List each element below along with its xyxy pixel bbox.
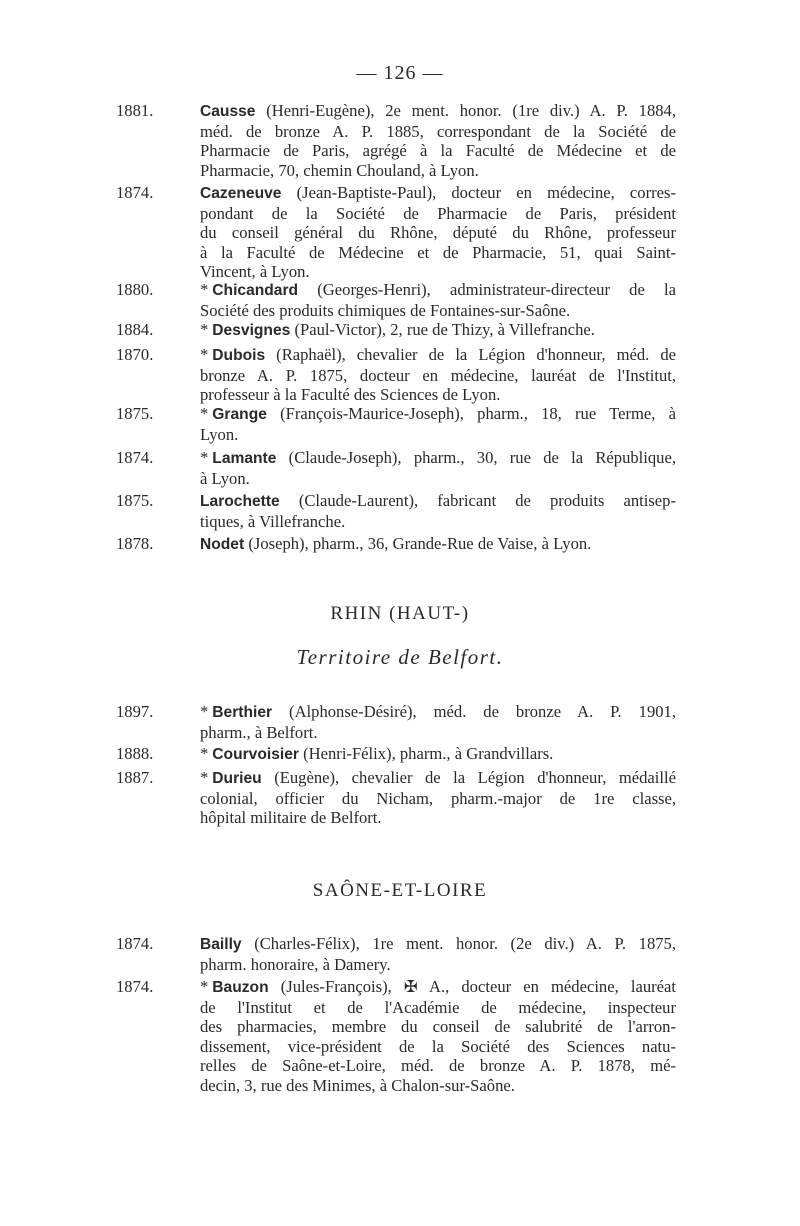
entry-text	[200, 404, 676, 444]
asterisk-mark: *	[200, 280, 209, 299]
entry	[116, 101, 676, 180]
entry-line: pondant de la Société de Pharmacie de Paris, président	[200, 203, 676, 223]
section-title: RHIN (HAUT-)	[330, 603, 470, 624]
entry-text	[200, 320, 676, 341]
entry-year: 1878.	[116, 534, 154, 553]
entry-line: (Raphaël), chevalier de la Légion d'honneur, méd. de	[265, 345, 676, 364]
entry-name: Courvoisier	[212, 746, 299, 763]
entry-year: 1874.	[116, 183, 154, 202]
entry-line: (François-Maurice-Joseph), pharm., 18, rue Terme, à	[266, 404, 676, 423]
entry-text	[200, 448, 676, 488]
entry-text	[200, 280, 676, 320]
entry-line: à la Faculté de Médecine et de Pharmacie, 51, quai Saint-	[200, 242, 676, 262]
entry-name: Grange	[212, 406, 267, 423]
asterisk-mark: *	[200, 744, 209, 763]
entry-year: 1897.	[116, 702, 154, 721]
entry-line: (Eugène), chevalier de la Légion d'honneur, médaillé	[261, 768, 676, 787]
entry-line: pharm. honoraire, à Damery.	[200, 954, 391, 974]
entry-name: Lamante	[212, 450, 277, 467]
entry-line: (Charles-Félix), 1re ment. honor. (2e div.) A. P. 1875,	[241, 934, 676, 953]
asterisk-mark: *	[200, 977, 209, 996]
entry-name: Desvignes	[212, 322, 291, 339]
asterisk-mark: *	[200, 345, 209, 364]
asterisk-mark: *	[200, 404, 209, 423]
entry-year: 1881.	[116, 101, 154, 120]
asterisk-mark: *	[200, 702, 209, 721]
entry-line: decin, 3, rue des Minimes, à Chalon-sur-Saône.	[200, 1075, 515, 1095]
entry-line: hôpital militaire de Belfort.	[200, 808, 382, 828]
entry-line: (Claude-Joseph), pharm., 30, rue de la République,	[276, 448, 676, 467]
entry-text	[200, 491, 676, 531]
entry-name: Bauzon	[212, 979, 269, 996]
section-title: SAÔNE-ET-LOIRE	[312, 880, 488, 901]
asterisk-mark: *	[200, 320, 209, 339]
section-subtitle: Territoire de Belfort.	[296, 645, 504, 669]
entry-line: dissement, vice-président de la Société des Sciences natu-	[200, 1036, 676, 1056]
asterisk-mark: *	[200, 768, 209, 787]
entry	[116, 320, 676, 341]
entry	[116, 934, 676, 974]
entry-line: bronze A. P. 1875, docteur en médecine, lauréat de l'Institut,	[200, 365, 676, 385]
entry-line: méd. de bronze A. P. 1885, correspondant de la Société de	[200, 121, 676, 141]
entry-line: du conseil général du Rhône, député du Rhône, professeur	[200, 223, 676, 243]
entry	[116, 448, 676, 488]
asterisk-mark: *	[200, 448, 209, 467]
entry-text	[200, 345, 676, 405]
entry-name: Dubois	[212, 347, 266, 364]
entry-year: 1870.	[116, 345, 154, 364]
entry-line: (Claude-Laurent), fabricant de produits antisep-	[279, 491, 676, 510]
entry-name: Durieu	[212, 770, 262, 787]
entry-line: Pharmacie de Paris, agrégé à la Faculté de Médecine et de	[200, 141, 676, 161]
entry-line: (Henri-Félix), pharm., à Grandvillars.	[298, 744, 554, 763]
entry	[116, 183, 676, 282]
entry-line: de l'Institut et de l'Académie de médecine, inspecteur	[200, 997, 676, 1017]
entry	[116, 345, 676, 405]
entry-year: 1874.	[116, 977, 154, 996]
entry-line: (Jean-Baptiste-Paul), docteur en médecine, corres-	[281, 183, 676, 202]
entry-line: à Lyon.	[200, 468, 250, 488]
entry-text	[200, 101, 676, 180]
entry	[116, 977, 676, 1096]
entry-line: Pharmacie, 70, chemin Chouland, à Lyon.	[200, 160, 479, 180]
entry-line: tiques, à Villefranche.	[200, 511, 346, 531]
entry-year: 1880.	[116, 280, 154, 299]
entry-year: 1874.	[116, 448, 154, 467]
entry-line: (Alphonse-Désiré), méd. de bronze A. P. 1901,	[272, 702, 676, 721]
entry-name: Cazeneuve	[200, 185, 282, 202]
entry	[116, 768, 676, 828]
entry-line: (Joseph), pharm., 36, Grande-Rue de Vaise, à Lyon.	[244, 534, 592, 553]
entry-text	[200, 934, 676, 974]
entry-text	[200, 183, 676, 282]
entry-text	[200, 977, 676, 1096]
entry-name: Bailly	[200, 936, 242, 953]
entry-text	[200, 768, 676, 828]
entry-line: pharm., à Belfort.	[200, 722, 318, 742]
entry-line: (Jules-François), ✠ A., docteur en médecine, lauréat	[268, 977, 676, 996]
entry-year: 1888.	[116, 744, 154, 763]
entry-year: 1875.	[116, 404, 154, 423]
entry-line: des pharmacies, membre du conseil de salubrité de l'arron-	[200, 1017, 676, 1037]
entry	[116, 534, 676, 555]
entry-year: 1887.	[116, 768, 154, 787]
entry-text	[200, 534, 676, 555]
entry-line: (Paul-Victor), 2, rue de Thizy, à Villefranche.	[290, 320, 595, 339]
entry-line: professeur à la Faculté des Sciences de Lyon.	[200, 385, 501, 405]
entry	[116, 702, 676, 742]
entry-line: Société des produits chimiques de Fontaines-sur-Saône.	[200, 300, 571, 320]
entry-name: Larochette	[200, 493, 280, 510]
entry-text	[200, 744, 676, 765]
entry-name: Nodet	[200, 536, 245, 553]
entry-name: Chicandard	[212, 282, 299, 299]
entry	[116, 404, 676, 444]
entry-line: relles de Saône-et-Loire, méd. de bronze A. P. 1878, mé-	[200, 1056, 676, 1076]
entry-name: Berthier	[212, 704, 273, 721]
entry-line: colonial, officier du Nicham, pharm.-major de 1re classe,	[200, 788, 676, 808]
entry	[116, 280, 676, 320]
entry-name: Causse	[200, 103, 256, 120]
entry-text	[200, 702, 676, 742]
entry-year: 1875.	[116, 491, 154, 510]
entry-year: 1884.	[116, 320, 154, 339]
entry	[116, 744, 676, 765]
entry-line: (Georges-Henri), administrateur-directeur de la	[298, 280, 676, 299]
entry-line: Vincent, à Lyon.	[200, 262, 310, 282]
entry-line: (Henri-Eugène), 2e ment. honor. (1re div.) A. P. 1884,	[255, 101, 676, 120]
entry-line: Lyon.	[200, 424, 239, 444]
page-number: — 126 —	[356, 62, 444, 84]
entry	[116, 491, 676, 531]
entry-year: 1874.	[116, 934, 154, 953]
